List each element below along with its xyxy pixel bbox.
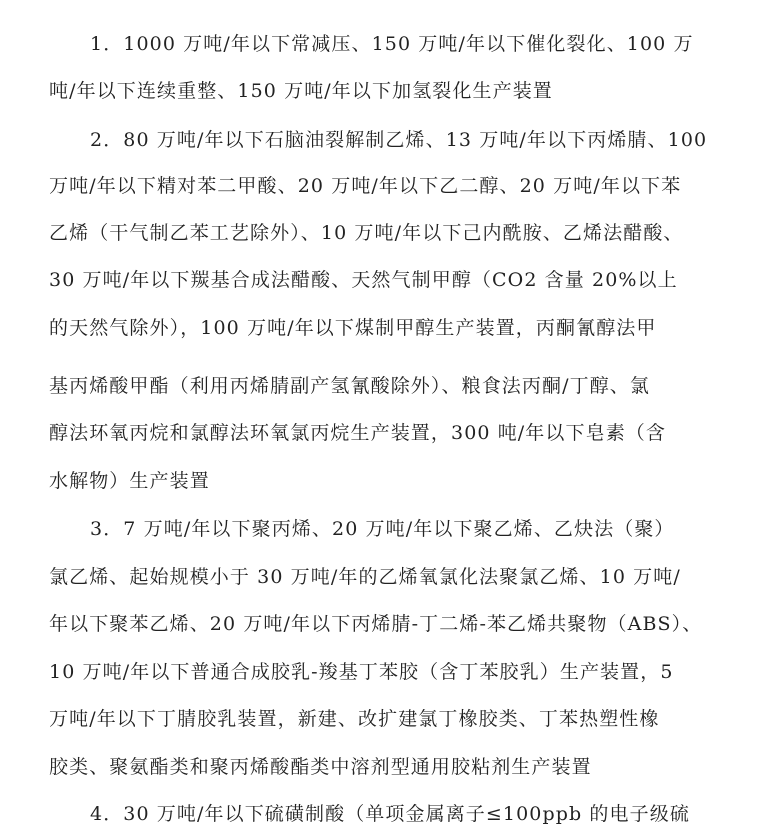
paragraph-1-line-1: 1．1000 万吨/年以下常减压、150 万吨/年以下催化裂化、100 万 — [90, 33, 694, 55]
paragraph-3-line-4: 10 万吨/年以下普通合成胶乳-羧基丁苯胶（含丁苯胶乳）生产装置，5 — [49, 661, 674, 683]
paragraph-4-line-1: 4．30 万吨/年以下硫磺制酸（单项金属离子≤100ppb 的电子级硫 — [90, 803, 690, 825]
paragraph-1-line-2: 吨/年以下连续重整、150 万吨/年以下加氢裂化生产装置 — [49, 80, 553, 102]
paragraph-2-line-1: 2．80 万吨/年以下石脑油裂解制乙烯、13 万吨/年以下丙烯腈、100 — [90, 129, 708, 151]
paragraph-2-line-6: 基丙烯酸甲酯（利用丙烯腈副产氢氰酸除外）、粮食法丙酮/丁醇、氯 — [49, 375, 651, 397]
paragraph-3-line-1: 3．7 万吨/年以下聚丙烯、20 万吨/年以下聚乙烯、乙炔法（聚） — [90, 518, 675, 540]
paragraph-2-line-7: 醇法环氧丙烷和氯醇法环氧氯丙烷生产装置，300 吨/年以下皂素（含 — [49, 422, 667, 444]
paragraph-2-line-4: 30 万吨/年以下羰基合成法醋酸、天然气制甲醇（CO2 含量 20%以上 — [49, 269, 678, 291]
paragraph-3-line-2: 氯乙烯、起始规模小于 30 万吨/年的乙烯氧氯化法聚氯乙烯、10 万吨/ — [49, 566, 681, 588]
paragraph-2-line-2: 万吨/年以下精对苯二甲酸、20 万吨/年以下乙二醇、20 万吨/年以下苯 — [49, 175, 682, 197]
paragraph-2-line-5: 的天然气除外），100 万吨/年以下煤制甲醇生产装置，丙酮氰醇法甲 — [49, 317, 657, 339]
paragraph-3-line-5: 万吨/年以下丁腈胶乳装置，新建、改扩建氯丁橡胶类、丁苯热塑性橡 — [49, 708, 660, 730]
paragraph-3-line-6: 胶类、聚氨酯类和聚丙烯酸酯类中溶剂型通用胶粘剂生产装置 — [49, 756, 592, 778]
paragraph-2-line-3: 乙烯（干气制乙苯工艺除外）、10 万吨/年以下己内酰胺、乙烯法醋酸、 — [49, 222, 684, 244]
paragraph-3-line-3: 年以下聚苯乙烯、20 万吨/年以下丙烯腈-丁二烯-苯乙烯共聚物（ABS）、 — [49, 613, 703, 635]
paragraph-2-line-8: 水解物）生产装置 — [49, 470, 210, 492]
